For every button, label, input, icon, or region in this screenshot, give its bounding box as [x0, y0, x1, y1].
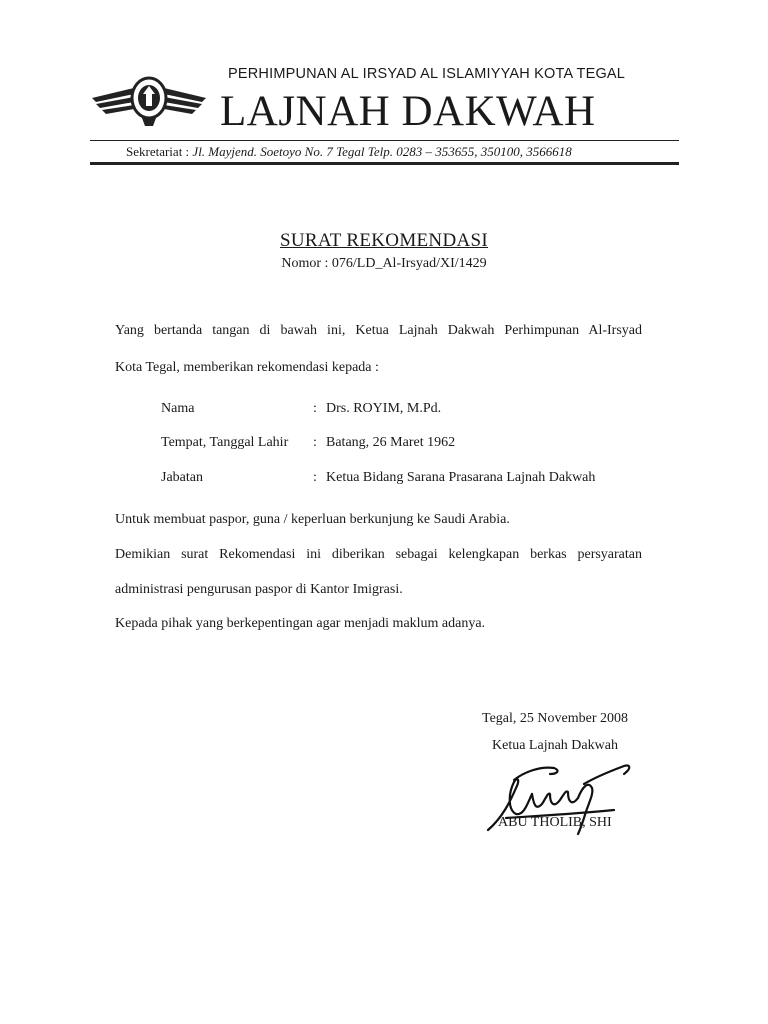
letterhead-title: LAJNAH DAKWAH — [220, 88, 596, 135]
letter-title: SURAT REKOMENDASI — [280, 230, 488, 251]
field-colon: : — [313, 435, 317, 450]
signer-name: ABU THOLIB, SHI — [498, 815, 612, 830]
field-colon: : — [313, 470, 317, 485]
field-value: Batang, 26 Maret 1962 — [326, 435, 456, 450]
final-paragraph: Kepada pihak yang berkepentingan agar menjadi maklum adanya. — [115, 616, 486, 631]
address-text: Jl. Mayjend. Soetoyo No. 7 Tegal Telp. 0283 – 353655, 350100, 3566618 — [192, 144, 572, 159]
field-colon: : — [313, 401, 317, 416]
field-label: Tempat, Tanggal Lahir — [161, 435, 289, 450]
closing-line-1: Demikian surat Rekomendasi ini diberikan sebagai kelengkapan berkas persyaratan — [115, 547, 642, 562]
secretariat-address — [126, 144, 572, 160]
field-label: Jabatan — [161, 470, 203, 485]
field-label: Nama — [161, 401, 195, 416]
place-date: Tegal, 25 November 2008 — [482, 711, 628, 726]
organization-name: PERHIMPUNAN AL IRSYAD AL ISLAMIYYAH KOTA TEGAL — [228, 66, 626, 82]
header-divider-thin — [90, 140, 679, 141]
intro-line-1: Yang bertanda tangan di bawah ini, Ketua Lajnah Dakwah Perhimpunan Al-Irsyad — [115, 323, 642, 338]
signer-position: Ketua Lajnah Dakwah — [492, 738, 618, 753]
purpose-paragraph: Untuk membuat paspor, guna / keperluan berkunjung ke Saudi Arabia. — [115, 512, 510, 527]
header-divider-thick — [90, 162, 679, 165]
address-label: Sekretariat : — [126, 144, 190, 159]
field-value: Drs. ROYIM, M.Pd. — [326, 401, 442, 416]
field-value: Ketua Bidang Sarana Prasarana Lajnah Dakwah — [326, 470, 596, 485]
closing-line-2: administrasi pengurusan paspor di Kantor Imigrasi. — [115, 582, 403, 597]
organization-logo-icon — [90, 72, 208, 128]
intro-line-2: Kota Tegal, memberikan rekomendasi kepada : — [115, 360, 379, 375]
letter-number: Nomor : 076/LD_Al-Irsyad/XI/1429 — [281, 256, 487, 271]
